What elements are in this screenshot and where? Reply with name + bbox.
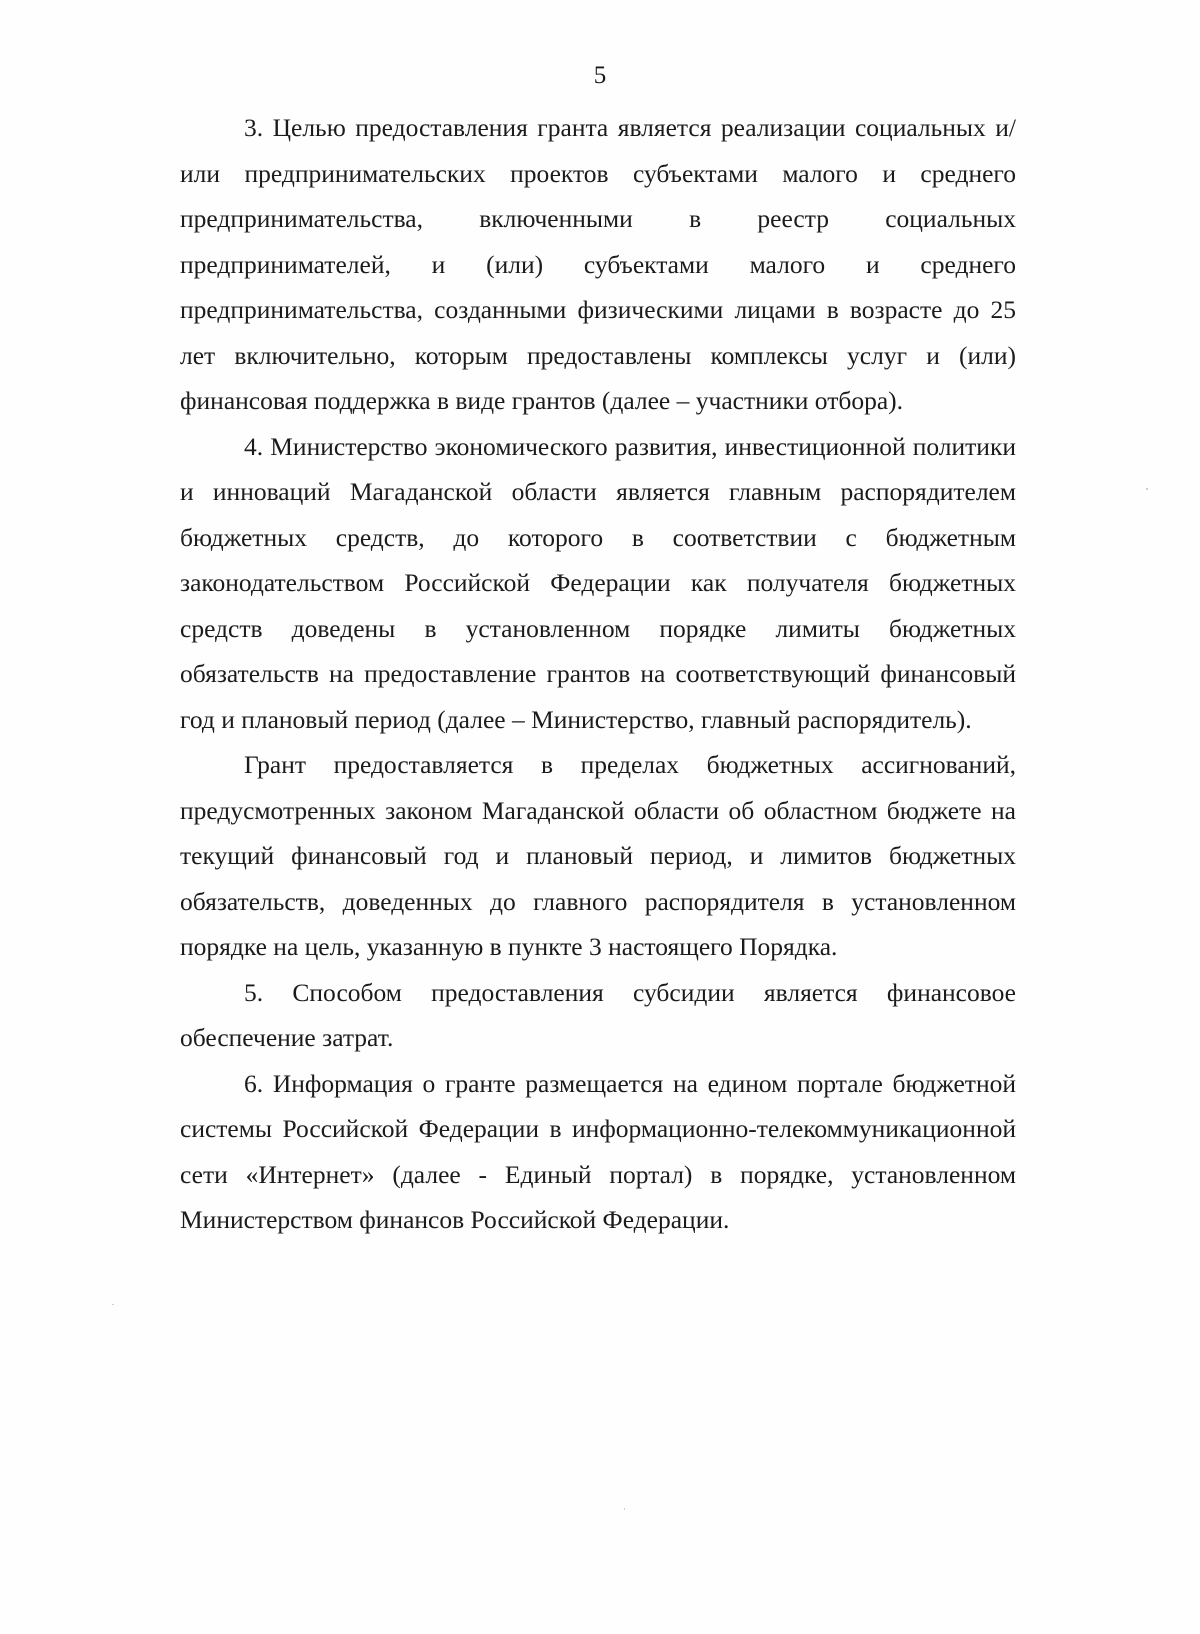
paragraph-item-3: 3. Целью предоставления гранта является реализации социальных и/или предпринимательских проектов субъектами малого и среднего предпринимательства, включенными в реестр социальных предпринимателей, и (или) субъектами малого и среднего предпринимательства, созданными физическими лицами в возрасте до 25 лет включительно, которым предоставлены комплексы услуг и (или) финансовая поддержка в виде грантов (далее – участники отбора). bbox=[180, 113, 1016, 415]
scan-artifact-mark bbox=[112, 1304, 114, 1305]
paragraph-item-6: 6. Информация о гранте размещается на едином портале бюджетной системы Российской Федерации в информационно-телекоммуникационной сети «Интернет» (далее - Единый портал) в порядке, установленном Министерством финансов Российской Федерации. bbox=[180, 1068, 1016, 1234]
page-number: 5 bbox=[593, 62, 607, 89]
paragraph-grant-limits: Грант предоставляется в пределах бюджетных ассигнований, предусмотренных законом Магаданской области об областном бюджете на текущий финансовый год и плановый период, и лимитов бюджетных обязательств, доведенных до главного распорядителя в установленном порядке на цель, указанную в пункте 3 настоящего Порядка. bbox=[180, 750, 1016, 961]
document-body bbox=[180, 105, 1016, 1243]
paragraph-item-4: 4. Министерство экономического развития, инвестиционной политики и инноваций Магаданской области является главным распорядителем бюджетных средств, до которого в соответствии с бюджетным законодательством Российской Федерации как получателя бюджетных средств доведены в установленном порядке лимиты бюджетных обязательств на предоставление грантов на соответствующий финансовый год и плановый период (далее – Министерство, главный распорядитель). bbox=[180, 431, 1016, 734]
scan-artifact-mark bbox=[1146, 488, 1148, 490]
paragraph-item-5: 5. Способом предоставления субсидии является финансовое обеспечение затрат. bbox=[180, 977, 1016, 1052]
scan-artifact-mark bbox=[624, 1508, 625, 1510]
